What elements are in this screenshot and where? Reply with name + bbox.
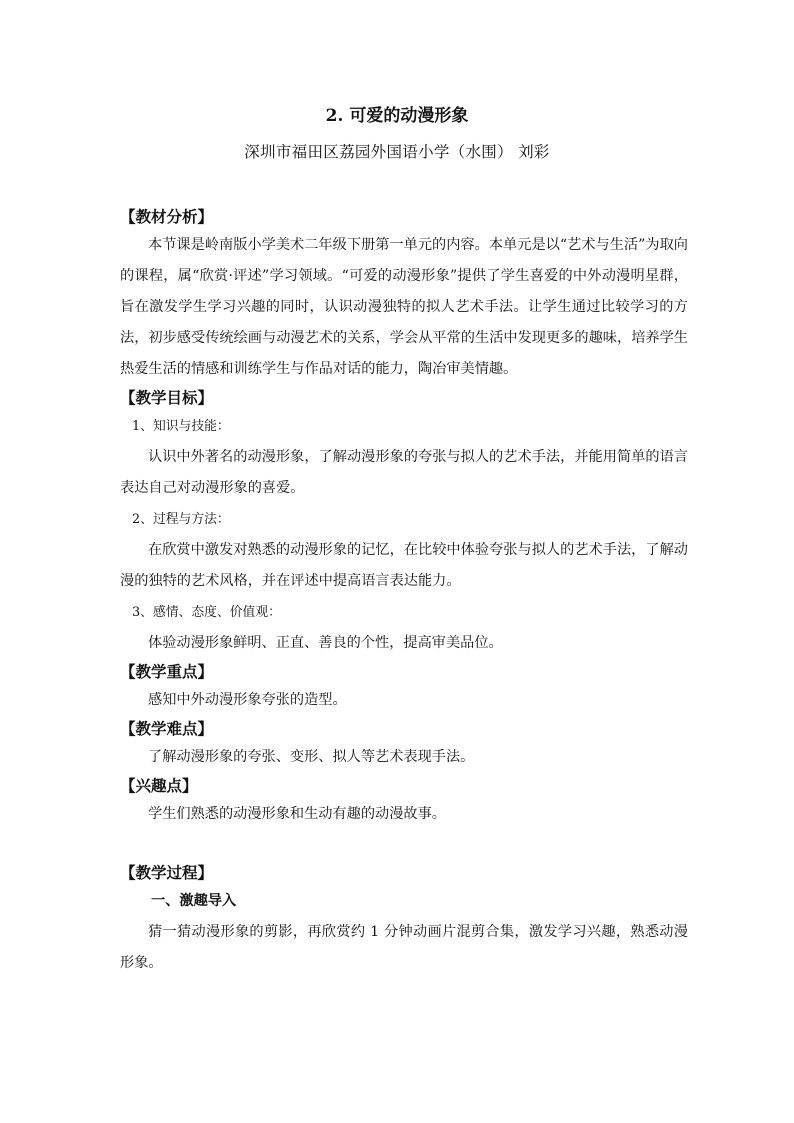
goal-text-process: 在欣赏中激发对熟悉的动漫形象的记忆，在比较中体验夸张与拟人的艺术手法，了解动漫的独特的艺术风格，并在评述中提高语言表达能力。 [120, 542, 688, 589]
section-spacer [120, 830, 688, 860]
process-step-title: 一、激趣导入 [151, 893, 237, 909]
difficulties-text: 了解动漫形象的夸张、变形、拟人等艺术表现手法。 [148, 749, 475, 765]
analysis-paragraph: 本节课是岭南版小学美术二年级下册第一单元的内容。本单元是以“艺术与生活”为取向的课程，属“欣赏·评述”学习领域。“可爱的动漫形象”提供了学生喜爱的中外动漫明星群，旨在激发学生学习兴趣的同时，认识动漫独特的拟人艺术手法。让学生通过比较学习的方法，初步感受传统绘画与动漫艺术的关系，学会从平常的生活中发现更多的趣味，培养学生热爱生活的情感和训练学生与作品对话的能力，陶冶审美情趣。 [120, 237, 688, 377]
author-line: 深圳市福田区荔园外国语小学（水围） 刘彩 [244, 143, 550, 161]
section-heading-process: 【教学过程】 [120, 863, 214, 882]
goal-text-values: 体验动漫形象鲜明、正直、善良的个性，提高审美品位。 [148, 635, 503, 651]
process-step-text: 猜一猜动漫形象的剪影，再欣赏约 1 分钟动画片混剪合集，激发学习兴趣，熟悉动漫形象。 [120, 924, 688, 971]
section-heading-difficulties: 【教学难点】 [120, 719, 214, 738]
key-points-text: 感知中外动漫形象夸张的造型。 [148, 692, 347, 708]
goal-text-knowledge: 认识中外著名的动漫形象，了解动漫形象的夸张与拟人的艺术手法，并能用简单的语言表达自己对动漫形象的喜爱。 [120, 449, 688, 496]
section-heading-interest: 【兴趣点】 [120, 776, 198, 795]
section-heading-analysis: 【教材分析】 [120, 207, 214, 226]
document-title: 2. 可爱的动漫形象 [325, 106, 469, 126]
goal-label-knowledge: 1、知识与技能： [132, 419, 230, 434]
document-body [120, 204, 688, 979]
interest-text: 学生们熟悉的动漫形象和生动有趣的动漫故事。 [148, 806, 446, 822]
section-heading-goals: 【教学目标】 [120, 388, 214, 407]
section-heading-key-points: 【教学重点】 [120, 662, 214, 681]
goal-label-values: 3、感情、态度、价值观： [132, 605, 281, 620]
goal-label-process: 2、过程与方法： [132, 512, 230, 527]
